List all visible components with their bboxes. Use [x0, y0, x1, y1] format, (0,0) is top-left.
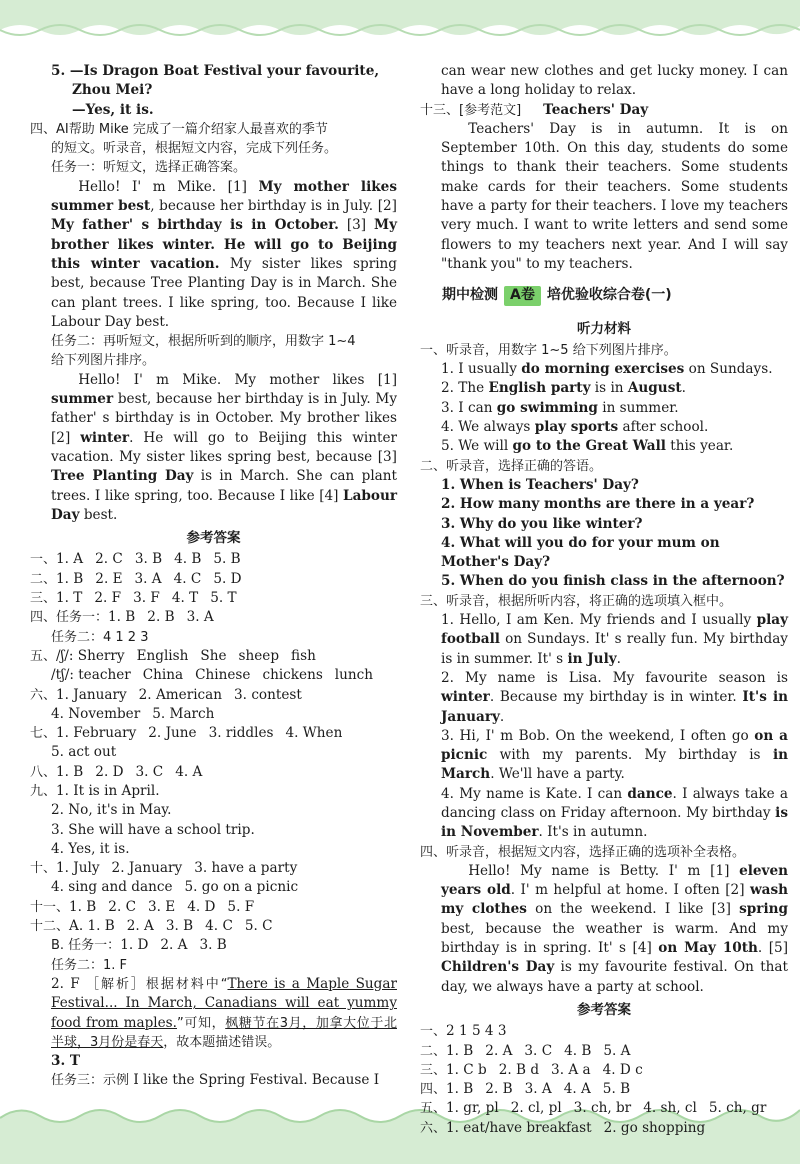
q4-passage: Hello! My name is Betty. I' m [1] eleven years old. I' m helpful at home. I often [2] wash my clothes on the weekend. I like [3] spring best, because the weather is warm. And my birthday is in spring. It' s [4] on May 10th. [5] Children's Day is my favourite festival. On that day, we always have a party at school.: [441, 862, 789, 995]
answer-row-6a: 六、1. January 2. American 3. contest: [30, 686, 302, 703]
answer-row-10b: 4. sing and dance 5. go on a picnic: [51, 879, 299, 896]
answer-row-5a: 五、/ʃ/: Sherry English She sheep fish: [30, 647, 316, 664]
task-2-label: 任务二：再听短文，根据所听到的顺序，用数字 1~4: [51, 334, 356, 350]
q1-item-1: 1. I usually do morning exercises on Sundays.: [441, 361, 773, 378]
left-column: [30, 62, 397, 1091]
sample-essay: Teachers' Day is in autumn. It is on September 10th. On this day, students do some things to thank their teachers. Some students make cards for their teachers. Some students have a party for their teachers. I love my teachers very much. I want to write letters and send some flowers to my teachers next year. And I will say "thank you" to my teachers.: [441, 120, 788, 272]
answer-row-12c: 任务二：1. F: [51, 957, 128, 973]
answer-row-12a: 十二、A. 1. B 2. A 3. B 4. C 5. C: [30, 918, 273, 935]
answer-row-3: 三、1. T 2. F 3. F 4. T 5. T: [30, 590, 237, 607]
q3-item-3: 3. Hi, I' m Bob. On the weekend, I often go on a picnic with my parents. My birthday is in March. We'll have a party.: [441, 727, 788, 783]
q1-item-2: 2. The English party is in August.: [441, 380, 686, 397]
answer-row-7a: 七、1. February 2. June 3. riddles 4. When: [30, 725, 343, 742]
q5-line: 5. —Is Dragon Boat Festival your favourite,: [51, 63, 380, 79]
listening-heading: 听力材料: [577, 320, 631, 337]
q2-item-4: 4. What will you do for your mum on Mother's Day?: [441, 534, 720, 571]
answer-row-12f: 任务三：示例 I like the Spring Festival. Because I: [51, 1072, 380, 1089]
q3-item-4: 4. My name is Kate. I can dance. I always take a dancing class on Friday afternoon. My birthday is in November. It's in autumn.: [441, 785, 788, 841]
answers-heading: 参考答案: [186, 530, 241, 547]
answer-row-4b: 任务二：4 1 2 3: [51, 629, 149, 645]
right-column: [420, 62, 788, 1138]
passage-1: Hello! I' m Mike. [1] My mother likes summer best, because her birthday is in July. [2] My father' s birthday is in October. [3] My brother likes winter. He will go to Beijing this winter vacation. My sister likes spring best, because Tree Planting Day is in March. She can plant trees. I like spring, too. Because I like Labour Day best.: [51, 178, 398, 330]
q2-item-3: 3. Why do you like winter?: [441, 515, 643, 532]
answer-row-9-3: 3. She will have a school trip.: [51, 821, 255, 838]
right-answer-5: 五、1. gr, pl 2. cl, pl 3. ch, br 4. sh, cl 5. ch, gr: [420, 1100, 767, 1117]
passage-2: Hello! I' m Mike. My mother likes [1] summer best, because her birthday is in July. My father' s birthday is in October. My brother likes [2] winter. He will go to Beijing this winter vacation. My sister likes spring best, because [3] Tree Planting Day is in March. She can plant trees. I like spring, too. Because I like [4] Labour Day best.: [51, 371, 397, 523]
q2-item-1: 1. When is Teachers' Day?: [441, 476, 639, 493]
q1-item-5: 5. We will go to the Great Wall this year.: [441, 438, 734, 455]
answer-row-12b: B. 任务一：1. D 2. A 3. B: [51, 937, 227, 954]
q5-line-cont: Zhou Mei?: [72, 82, 153, 99]
answer-row-8: 八、1. B 2. D 3. C 4. A: [30, 763, 203, 780]
answer-row-9-2: 2. No, it's in May.: [51, 802, 172, 819]
answer-row-4a: 四、任务一：1. B 2. B 3. A: [30, 609, 214, 626]
answer-row-7b: 5. act out: [51, 744, 117, 761]
section-4-title: 四、AI帮助 Mike 完成了一篇介绍家人最喜欢的季节: [30, 121, 328, 137]
task-2-label-cont: 给下列图片排序。: [51, 353, 156, 369]
answer-row-9-1: 九、1. It is in April.: [30, 782, 160, 799]
section-4-title-cont: 的短文。听录音，根据短文内容，完成下列任务。: [51, 141, 338, 157]
q1-item-4: 4. We always play sports after school.: [441, 419, 709, 436]
right-answers-heading: 参考答案: [577, 1001, 631, 1018]
q1-item-3: 3. I can go swimming in summer.: [441, 399, 679, 416]
answer-row-5b: /tʃ/: teacher China Chinese chickens lunch: [51, 667, 374, 684]
right-answer-4: 四、1. B 2. B 3. A 4. A 5. B: [420, 1081, 631, 1098]
task-1-label: 任务一：听短文，选择正确答案。: [51, 160, 247, 176]
right-answer-1: 一、2 1 5 4 3: [420, 1023, 507, 1040]
right-answer-2: 二、1. B 2. A 3. C 4. B 5. A: [420, 1042, 631, 1059]
q3-item-2: 2. My name is Lisa. My favourite season is winter. Because my birthday is in winter. It's in January.: [441, 669, 788, 725]
section-13-heading: 十三、[参考范文] Teachers' Day: [420, 101, 649, 118]
right-answer-6: 六、1. eat/have breakfast 2. go shopping: [420, 1119, 706, 1136]
q2-title: 二、听录音，选择正确的答语。: [420, 458, 603, 474]
right-answer-3: 三、1. C b 2. B d 3. A a 4. D c: [420, 1061, 643, 1078]
answer-row-11: 十一、1. B 2. C 3. E 4. D 5. F: [30, 898, 255, 915]
exam-badge: A卷: [504, 286, 541, 305]
essay-continuation: can wear new clothes and get lucky money. I can have a long holiday to relax.: [441, 63, 788, 99]
q2-item-5: 5. When do you finish class in the afternoon?: [441, 573, 785, 590]
answer-row-6b: 4. November 5. March: [51, 705, 215, 722]
q1-title: 一、听录音，用数字 1~5 给下列图片排序。: [420, 342, 677, 358]
top-banner: [0, 0, 800, 52]
answer-row-10a: 十、1. July 2. January 3. have a party: [30, 860, 298, 877]
answer-row-1: 一、1. A 2. C 3. B 4. B 5. B: [30, 551, 241, 568]
q2-item-2: 2. How many months are there in a year?: [441, 496, 755, 513]
answer-row-9-4: 4. Yes, it is.: [51, 840, 130, 857]
q3-item-1: 1. Hello, I am Ken. My friends and I usually play football on Sundays. It' s really fun. My birthday is in summer. It' s in July.: [441, 612, 788, 667]
answer-row-12e: 3. T: [51, 1053, 81, 1070]
q5-answer: —Yes, it is.: [72, 101, 154, 118]
q4-title: 四、听录音，根据短文内容，选择正确的选项补全表格。: [420, 844, 746, 860]
answer-row-12d: 2. F ［解析］根据材料中“There is a Maple Sugar Festival... In March, Canadians will eat yummy food from maples.”可知，枫糖节在3月，加拿大位于北半球，3月份是春天，故本题描述错误。: [51, 975, 397, 1050]
q3-title: 三、听录音，根据所听内容，将正确的选项填入框中。: [420, 593, 733, 609]
exam-title: 期中检测 A卷 培优验收综合卷(一): [420, 286, 788, 305]
answer-row-2: 二、1. B 2. E 3. A 4. C 5. D: [30, 570, 242, 587]
